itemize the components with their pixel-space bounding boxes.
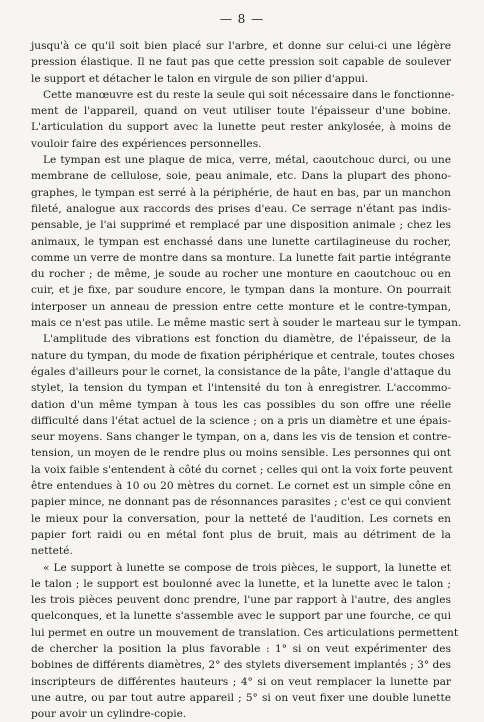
- text-line: pression élastique. Il ne faut pas que cette pression soit capable de soulever: [31, 54, 451, 70]
- text-line: du rocher ; de même, je soude au rocher une monture en caoutchouc ou en: [31, 266, 451, 282]
- text-line: stylet, la tension du tympan et l'intensité du ton à enregistrer. L'accommo-: [31, 380, 451, 396]
- paragraph: [31, 560, 451, 722]
- text-line: pour avoir un cylindre-copie.: [31, 706, 451, 722]
- text-line: le mieux pour la conversation, pour la netteté de l'audition. Les cornets en: [31, 511, 451, 527]
- paragraph: [31, 331, 451, 559]
- text-line: papier mince, ne donnant pas de résonnances parasites ; c'est ce qui convient: [31, 494, 451, 510]
- text-line: vouloir faire des expériences personnelles.: [31, 136, 451, 152]
- body-text: [31, 38, 451, 722]
- text-line: inscripteurs de différentes hauteurs ; 4° si on veut remplacer la lunette par: [31, 674, 451, 690]
- text-line: L'articulation du support avec la lunette peut rester ankylosée, à moins de: [31, 119, 451, 135]
- paragraph: [31, 152, 451, 331]
- text-line: seur moyens. Sans changer le tympan, on a, dans les vis de tension et contre-: [31, 429, 451, 445]
- text-line: L'amplitude des vibrations est fonction du diamètre, de l'épaisseur, de la: [31, 331, 451, 347]
- text-line: difficulté dans l'état actuel de la science ; on a pris un diamètre et une épais-: [31, 413, 451, 429]
- text-line: cuir, et je fixe, par soudure encore, le tympan dans la monture. On pourrait: [31, 282, 451, 298]
- text-line: dation d'un même tympan à tous les cas possibles du son offre une réelle: [31, 397, 451, 413]
- text-line: Le tympan est une plaque de mica, verre, métal, caoutchouc durci, ou une: [31, 152, 451, 168]
- text-line: « Le support à lunette se compose de trois pièces, le support, la lunette et: [31, 560, 451, 576]
- text-line: la voix faible s'entendent à côté du cornet ; celles qui ont la voix forte peuvent: [31, 462, 451, 478]
- text-line: fileté, analogue aux raccords des prises d'eau. Ce serrage n'étant pas indis-: [31, 201, 451, 217]
- text-line: une autre, ou par tout autre appareil ; 5° si on veut fixer une double lunette: [31, 690, 451, 706]
- text-line: Cette manœuvre est du reste la seule qui soit nécessaire dans le fonctionne-: [31, 87, 451, 103]
- text-line: comme un verre de montre dans sa monture. La lunette fait partie intégrante: [31, 250, 451, 266]
- text-line: graphes, le tympan est serré à la périphérie, de haut en bas, par un manchon: [31, 185, 451, 201]
- text-line: le support et détacher le talon en virgule de son pilier d'appui.: [31, 71, 451, 87]
- text-line: bobines de différents diamètres, 2° des stylets diversement implantés ; 3° des: [31, 657, 451, 673]
- text-line: jusqu'à ce qu'il soit bien placé sur l'arbre, et donne sur celui-ci une légère: [31, 38, 451, 54]
- text-line: être entendues à 10 ou 20 mètres du cornet. Le cornet est un simple cône en: [31, 478, 451, 494]
- text-line: égales d'ailleurs pour le cornet, la consistance de la pâte, l'angle d'attaque du: [31, 364, 451, 380]
- page-number: — 8 —: [0, 12, 484, 26]
- text-line: membrane de cellulose, soie, peau animale, etc. Dans la plupart des phono-: [31, 168, 451, 184]
- text-line: de chercher la position la plus favorable : 1° si on veut expérimenter des: [31, 641, 451, 657]
- text-line: tension, un moyen de le rendre plus ou moins sensible. Les personnes qui ont: [31, 445, 451, 461]
- text-line: papier fort raidi ou en métal font plus de bruit, mais au détriment de la: [31, 527, 451, 543]
- paragraph: [31, 38, 451, 87]
- text-line: lui permet en outre un mouvement de translation. Ces articulations permettent: [31, 625, 451, 641]
- text-line: netteté.: [31, 543, 451, 559]
- text-line: pensable, je l'ai supprimé et remplacé par une disposition animale ; chez les: [31, 217, 451, 233]
- text-line: interposer un anneau de pression entre cette monture et le contre-tympan,: [31, 299, 451, 315]
- text-line: quelconques, et la lunette s'assemble avec le support par une fourche, ce qui: [31, 608, 451, 624]
- paragraph: [31, 87, 451, 152]
- text-line: nature du tympan, du mode de fixation périphérique et centrale, toutes choses: [31, 348, 451, 364]
- text-line: ment de l'appareil, quand on veut utiliser toute l'épaisseur d'une bobine.: [31, 103, 451, 119]
- text-line: animaux, le tympan est enchassé dans une lunette cartilagineuse du rocher,: [31, 234, 451, 250]
- text-line: mais ce n'est pas utile. Le même mastic sert à souder le marteau sur le tympan.: [31, 315, 451, 331]
- text-line: le talon ; le support est boulonné avec la lunette, et la lunette avec le talon ;: [31, 576, 451, 592]
- text-line: les trois pièces peuvent donc prendre, l'une par rapport à l'autre, des angles: [31, 592, 451, 608]
